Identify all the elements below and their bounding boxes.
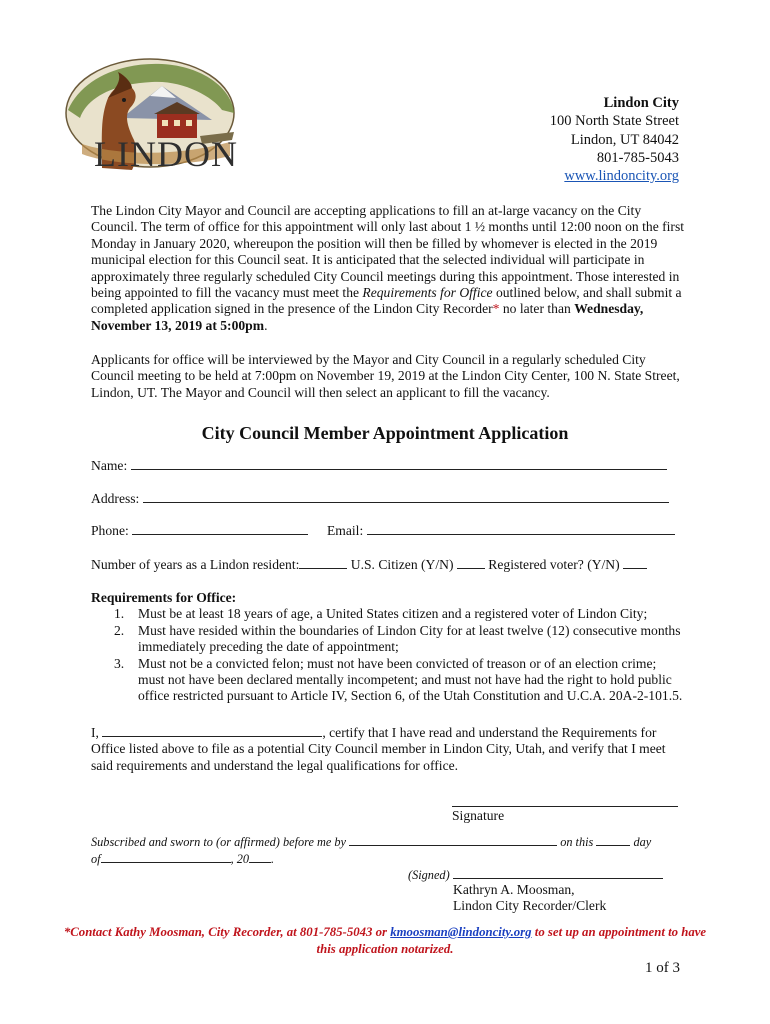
logo-text: LINDON — [94, 134, 238, 174]
requirement-item — [91, 606, 686, 622]
sworn-period: . — [271, 852, 275, 866]
years-label: Number of years as a Lindon resident: — [91, 557, 300, 572]
voter-field[interactable] — [623, 556, 647, 569]
recorder-email-link[interactable]: kmoosman@lindoncity.org — [390, 925, 532, 939]
deadline-text: Wednesday, November 13, 2019 at 5:00pm — [91, 301, 644, 333]
website-link[interactable]: www.lindoncity.org — [564, 168, 679, 185]
contact-notice — [60, 924, 710, 958]
intro-text: The Lindon City Mayor and Council are accepting applications to fill an at-large vacancy on the City Council. The term of office for this appointment will only last about 1 ½ months until 12:00 noon on the first Monday in January 2020, whereupon the position will then be filled by whomever is elected in the 2019 municipal election for this Council seat. It is anticipated that the selected individual will participate in approximately three regularly scheduled City Council meetings during this appointment. Those interested in being appointed to fill the vacancy must meet the — [91, 203, 685, 301]
notary-person-field[interactable] — [349, 836, 557, 846]
intro-paragraph — [91, 203, 686, 334]
street-address: 100 North State Street — [549, 113, 679, 130]
recorder-signature-field[interactable] — [453, 869, 663, 879]
sworn-day: day — [633, 835, 652, 849]
phone-field[interactable] — [132, 522, 308, 535]
name-label: Name: — [91, 458, 128, 473]
asterisk-mark: * — [492, 301, 500, 317]
logo-emblem-icon — [62, 58, 262, 183]
requirement-item — [91, 623, 686, 656]
signature-label: Signature — [452, 808, 505, 823]
city-name: Lindon City — [603, 95, 679, 111]
sworn-line-1 — [91, 834, 651, 850]
requirements-list — [91, 606, 686, 704]
intro-text-4: . — [264, 317, 268, 333]
address-field[interactable] — [143, 490, 669, 503]
signed-label: (Signed) — [408, 868, 450, 882]
day-field[interactable] — [596, 836, 630, 846]
voter-label: Registered voter? (Y/N) — [488, 557, 620, 572]
citizen-field[interactable] — [457, 556, 485, 569]
lindon-logo — [62, 58, 262, 183]
email-field[interactable] — [367, 522, 675, 535]
notice-text-2: to set up an appointment to have this application notarized. — [316, 925, 707, 956]
requirement-text: Must have resided within the boundaries of Lindon City for at least twelve (12) consecutive months immediately preceding the date of appointment; — [138, 622, 681, 655]
signature-line[interactable] — [452, 796, 678, 807]
address-label: Address: — [91, 491, 140, 506]
recorder-title: Lindon City Recorder/Clerk — [453, 898, 607, 913]
form-title: City Council Member Appointment Application — [201, 423, 569, 443]
email-label: Email: — [326, 523, 364, 538]
years-field[interactable] — [299, 556, 347, 569]
intro-text-3: no later than — [499, 301, 575, 317]
notice-text: *Contact Kathy Moosman, City Recorder, at 801-785-5043 or — [63, 925, 391, 939]
page-number: 1 of 3 — [645, 960, 680, 976]
requirements-reference: Requirements for Office — [362, 285, 493, 301]
phone-label: Phone: — [91, 523, 129, 538]
name-field[interactable] — [131, 457, 667, 470]
sworn-on-this: on this — [560, 835, 594, 849]
name-row — [91, 457, 667, 474]
applicant-name-field[interactable] — [102, 724, 322, 737]
residency-row — [91, 556, 647, 573]
requirement-item — [91, 656, 686, 705]
requirement-text: Must be at least 18 years of age, a United States citizen and a registered voter of Lindon City; — [138, 606, 648, 622]
sworn-of: of — [91, 852, 101, 866]
month-field[interactable] — [101, 853, 231, 863]
address-block — [550, 94, 679, 185]
requirement-number: 1. — [114, 606, 125, 622]
address-row — [91, 490, 669, 507]
sworn-year-prefix: , 20 — [230, 852, 250, 866]
certify-text: , certify that I have read and understand the Requirements for Office listed above to file as a potential City Council member in Lindon City, Utah, and verify that I meet said requirements and understand the legal qualifications for office. — [91, 725, 666, 773]
requirement-number: 3. — [114, 655, 125, 671]
phone-number: 801-785-5043 — [596, 149, 679, 166]
certification-paragraph — [91, 724, 686, 774]
sworn-line-2 — [91, 851, 274, 867]
requirements-section — [91, 590, 686, 705]
signed-row — [408, 867, 663, 883]
requirement-number: 2. — [114, 622, 125, 638]
recorder-name: Kathryn A. Moosman, — [453, 882, 575, 897]
phone-email-row — [91, 522, 675, 539]
requirement-text: Must not be a convicted felon; must not have been convicted of treason or of an election crime; must not have been declared mentally incompetent; and must not have had the right to hold public office restricted pursuant to Article IV, Section 6, of the Utah Constitution and U.C.A. 20A-2-101.5. — [138, 655, 683, 704]
citizen-label: U.S. Citizen (Y/N) — [350, 557, 454, 572]
interview-paragraph: Applicants for office will be interviewed by the Mayor and City Council in a regularly scheduled City Council meeting to be held at 7:00pm on November 19, 2019 at the Lindon City Center, 100 N. State Street, Lindon, UT. The Mayor and Council will then select an applicant to fill the vacancy. — [91, 352, 680, 400]
year-field[interactable] — [249, 853, 271, 863]
sworn-text: Subscribed and sworn to (or affirmed) before me by — [91, 835, 347, 849]
city-state-zip: Lindon, UT 84042 — [570, 131, 679, 148]
certify-prefix: I, — [91, 725, 99, 740]
requirements-title: Requirements for Office: — [91, 590, 237, 605]
intro-text-2: outlined below, and shall submit a completed application signed in the presence of the Lindon City Recorder — [91, 285, 682, 317]
